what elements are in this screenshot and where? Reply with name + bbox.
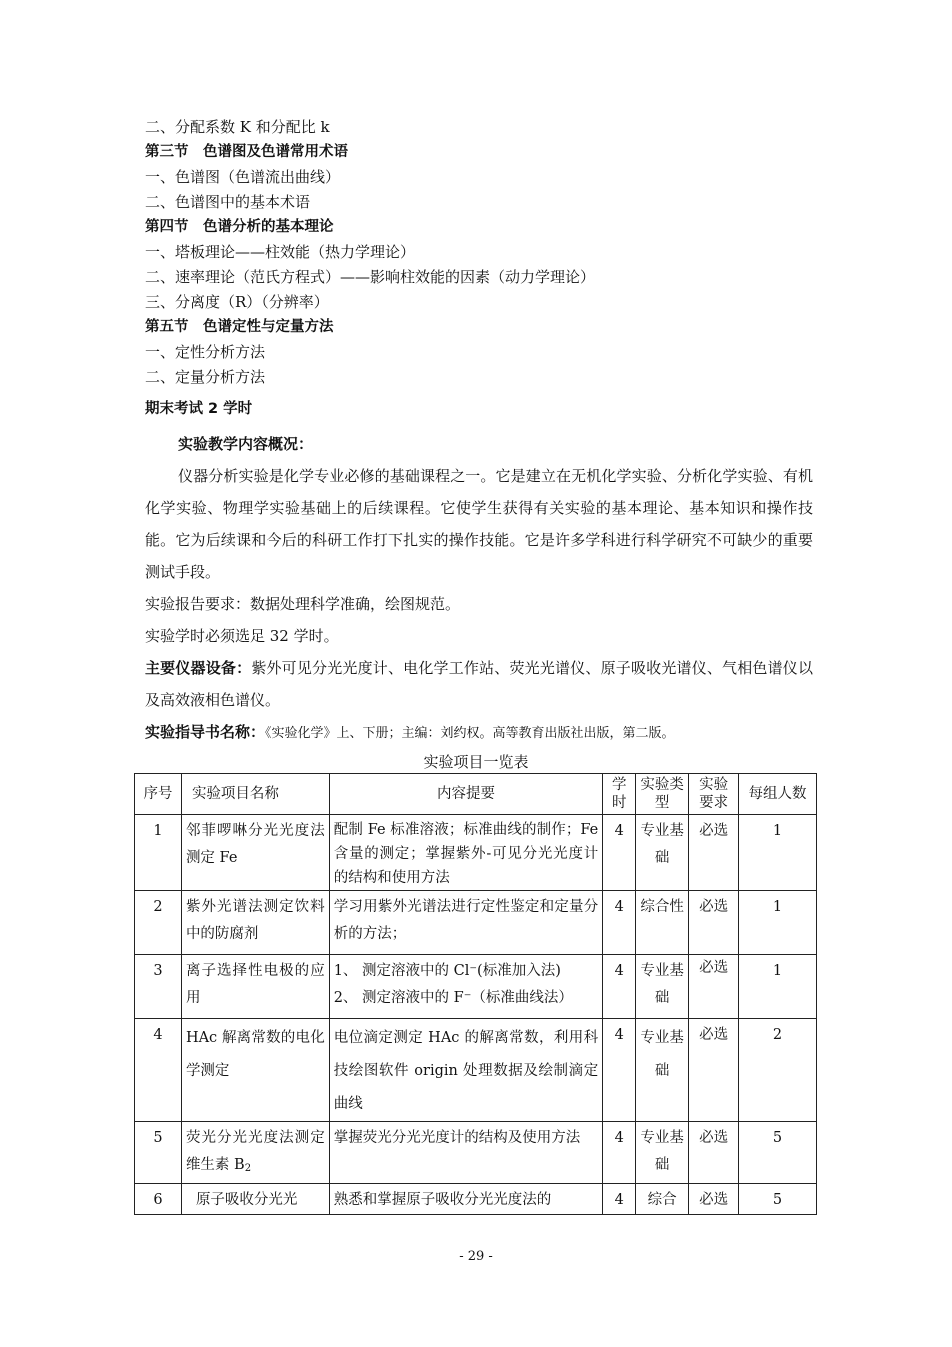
header-no: 序号 [135,774,182,815]
page-number: - 29 - [459,1249,493,1264]
cell-people: 5 [739,1184,817,1215]
cell-hours: 4 [603,1184,636,1215]
cell-req: 必选 [689,1184,739,1215]
content-line: 2、 测定溶液中的 F⁻（标准曲线法） [333,990,573,1006]
table-title: 实验项目一览表 [423,753,529,771]
guide-text: 《实验化学》上、下册；主编：刘约权。高等教育出版社出版，第二版。 [265,726,675,741]
guide-label: 实验指导书名称： [145,723,266,741]
table-row [135,955,817,1019]
cell-no: 3 [135,955,182,1019]
table-header-row [135,774,817,815]
equipment-text: 紫外可见分光光度计、电化学工作站、荧光光谱仪、原子吸收光谱仪、气相色谱仪以及高效液相色谱仪。 [145,659,813,709]
cell-name: 紫外光谱法测定饮料中的防腐剂 [181,891,329,955]
cell-name: 离子选择性电极的应用 [181,955,329,1019]
equipment-paragraph [145,652,813,716]
cell-name: 原子吸收分光光 [181,1184,329,1215]
section-heading: 第三节 色谱图及色谱常用术语 [145,144,348,160]
lab-intro-paragraph: 仪器分析实验是化学专业必修的基础课程之一。它是建立在无机化学实验、分析化学实验、有机化学实验、物理学实验基础上的后续课程。它使学生获得有关实验的基本理论、基本知识和操作技能。它为后续课和今后的科研工作打下扎实的操作技能。它是许多学科进行科学研究不可缺少的重要测试手段。 [145,467,813,581]
experiment-table [134,773,817,1215]
cell-content: 配制 Fe 标准溶液；标准曲线的制作；Fe 含量的测定；掌握紫外-可见分光光度计的结构和使用方法 [329,815,603,891]
table-row [135,1122,817,1184]
outline-line: 三、分离度（R）（分辨率） [145,293,329,311]
cell-req: 必选 [689,955,739,1019]
cell-no: 6 [135,1184,182,1215]
cell-hours: 4 [603,1122,636,1184]
cell-no: 1 [135,815,182,891]
cell-req: 必选 [689,1122,739,1184]
cell-no: 2 [135,891,182,955]
cell-hours: 4 [603,955,636,1019]
header-name: 实验项目名称 [181,774,329,815]
outline-line: 二、速率理论（范氏方程式）——影响柱效能的因素（动力学理论） [145,268,596,286]
cell-hours: 4 [603,891,636,955]
cell-type: 专业基础 [636,1122,689,1184]
header-type: 实验类型 [636,774,689,815]
section-heading: 第五节 色谱定性与定量方法 [145,319,334,335]
table-row [135,1184,817,1215]
cell-people: 1 [739,891,817,955]
final-exam-line: 期末考试 2 学时 [145,401,253,417]
cell-content: 掌握荧光分光光度计的结构及使用方法 [329,1122,603,1184]
outline-line: 一、色谱图（色谱流出曲线） [145,168,341,186]
cell-req: 必选 [689,1019,739,1122]
header-content: 内容提要 [329,774,603,815]
lab-heading: 实验教学内容概况： [178,435,314,453]
report-requirement: 实验报告要求：数据处理科学准确，绘图规范。 [145,595,461,613]
cell-name [181,1122,329,1184]
cell-type: 综合 [636,1184,689,1215]
table-row [135,891,817,955]
cell-req: 必选 [689,815,739,891]
cell-hours: 4 [603,815,636,891]
header-req: 实验要求 [689,774,739,815]
cell-content: 学习用紫外光谱法进行定性鉴定和定量分析的方法； [329,891,603,955]
hours-note: 实验学时必须选足 32 学时。 [145,627,339,645]
name-subscript: 2 [244,1163,252,1174]
table-row [135,815,817,891]
name-text: 荧光分光光度法测定维生素 B [185,1130,325,1173]
outline-line: 二、色谱图中的基本术语 [145,193,311,211]
cell-content: 熟悉和掌握原子吸收分光光度法的 [329,1184,603,1215]
cell-content: 电位滴定测定 HAc 的解离常数，利用科技绘图软件 origin 处理数据及绘制滴定曲线 [329,1019,603,1122]
cell-req: 必选 [689,891,739,955]
header-hours: 学时 [603,774,636,815]
cell-hours: 4 [603,1019,636,1122]
outline-line: 二、分配系数 K 和分配比 k [145,118,330,136]
cell-people: 1 [739,815,817,891]
cell-people: 2 [739,1019,817,1122]
outline-line: 一、塔板理论——柱效能（热力学理论） [145,243,416,261]
cell-type: 综合性 [636,891,689,955]
cell-no: 4 [135,1019,182,1122]
course-outline [145,115,825,390]
cell-name: 邻菲啰啉分光光度法测定 Fe [181,815,329,891]
cell-content [329,955,603,1019]
cell-type: 专业基础 [636,815,689,891]
cell-name: HAc 解离常数的电化学测定 [181,1019,329,1122]
header-people: 每组人数 [739,774,817,815]
outline-line: 二、定量分析方法 [145,368,266,386]
cell-type: 专业基础 [636,1019,689,1122]
cell-type: 专业基础 [636,955,689,1019]
section-heading: 第四节 色谱分析的基本理论 [145,219,334,235]
content-line: 1、 测定溶液中的 Cl⁻(标准加入法) [333,963,561,979]
equipment-label: 主要仪器设备： [145,659,252,677]
outline-line: 一、定性分析方法 [145,343,266,361]
cell-no: 5 [135,1122,182,1184]
guide-book-line [145,716,813,750]
table-row [135,1019,817,1122]
cell-people: 1 [739,955,817,1019]
cell-people: 5 [739,1122,817,1184]
